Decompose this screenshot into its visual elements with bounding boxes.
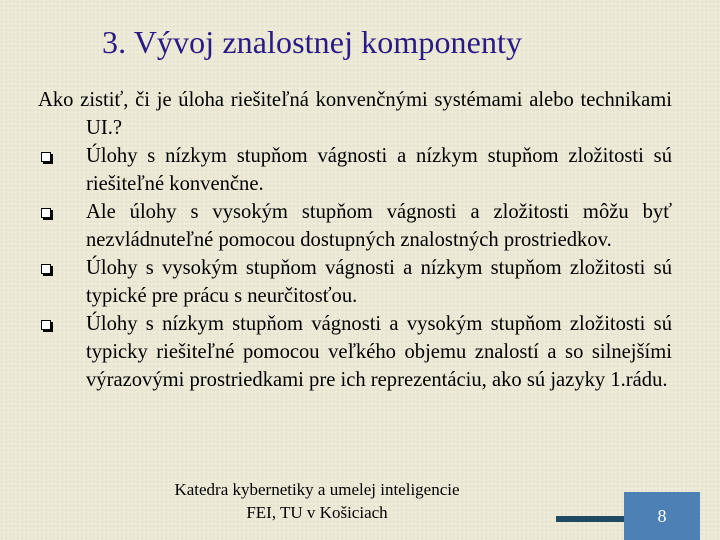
bullet-item xyxy=(38,254,672,310)
bullet-text: Úlohy s vysokým stupňom vágnosti a nízkym stupňom zložitosti sú typické pre prácu s neurčitosťou. xyxy=(86,257,672,307)
footer-department: Katedra kybernetiky a umelej inteligencie xyxy=(174,480,460,499)
hollow-square-bullet-icon xyxy=(41,208,51,218)
bullet-list xyxy=(38,142,672,394)
intro-paragraph: Ako zistiť, či je úloha riešiteľná konvenčnými systémami alebo technikami UI.? xyxy=(38,89,672,139)
bullet-text: Úlohy s nízkym stupňom vágnosti a vysokým stupňom zložitosti sú typicky riešiteľné pomocou veľkého objemu znalostí a so silnejšími výrazovými prostriedkami pre ich reprezentáciu, ako sú jazyky 1.rádu. xyxy=(86,313,672,391)
hollow-square-bullet-icon xyxy=(41,320,51,330)
bullet-text: Ale úlohy s vysokým stupňom vágnosti a zložitosti môžu byť nezvládnuteľné pomocou dostupných znalostných prostriedkov. xyxy=(86,201,672,251)
slide-body xyxy=(38,86,672,394)
bullet-item xyxy=(38,310,672,394)
hollow-square-bullet-icon xyxy=(41,264,51,274)
footer-accent-bar xyxy=(556,516,626,522)
footer-institution: FEI, TU v Košiciach xyxy=(246,503,388,522)
footer xyxy=(110,478,524,524)
slide-title: 3. Vývoj znalostnej komponenty xyxy=(102,24,523,60)
bullet-item xyxy=(38,198,672,254)
hollow-square-bullet-icon xyxy=(41,152,51,162)
bullet-text: Úlohy s nízkym stupňom vágnosti a nízkym stupňom zložitosti sú riešiteľné konvenčne. xyxy=(86,145,672,195)
bullet-item xyxy=(38,142,672,198)
page-number: 8 xyxy=(624,492,700,540)
